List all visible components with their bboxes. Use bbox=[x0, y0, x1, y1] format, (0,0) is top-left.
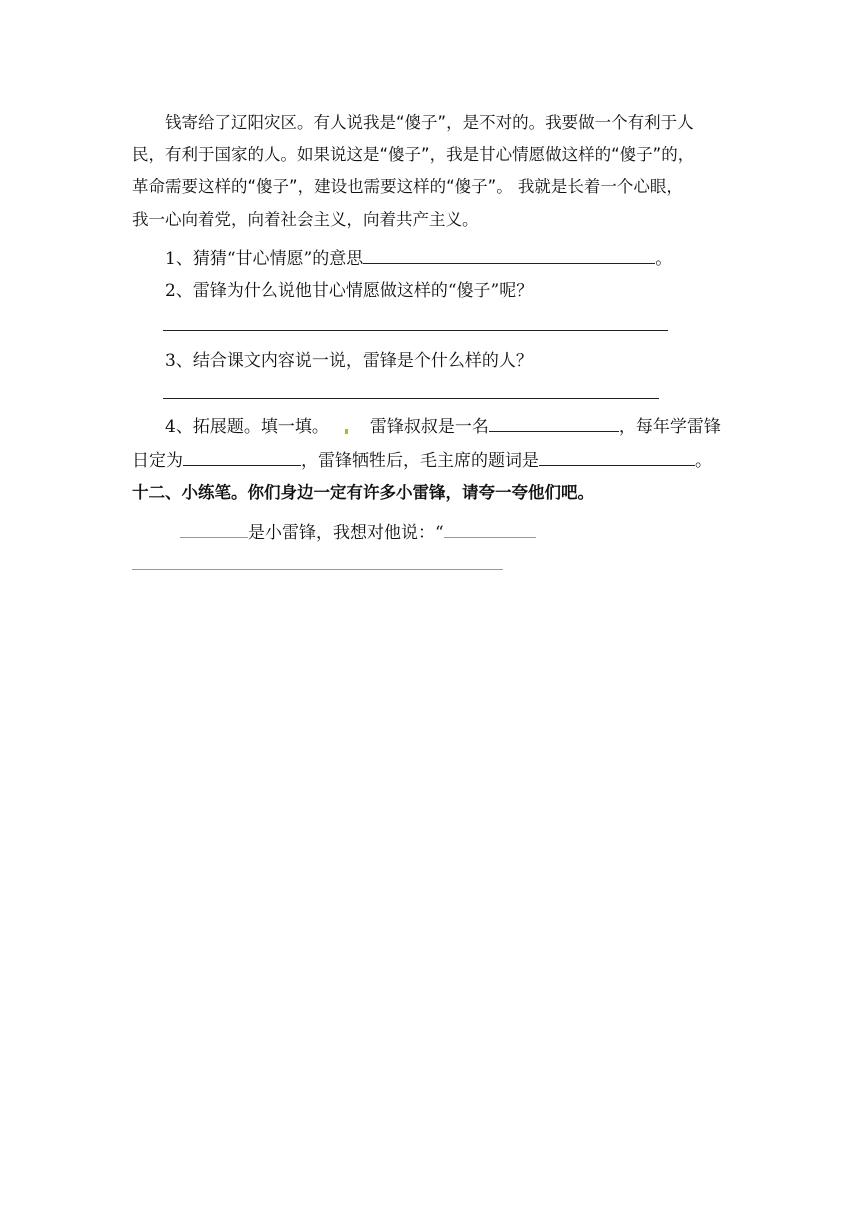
question-4-blank-1[interactable] bbox=[489, 414, 619, 432]
question-4-line-2-suffix: 。 bbox=[695, 451, 712, 471]
question-4-line-2-prefix: 日定为 bbox=[132, 451, 183, 471]
section-12-prompt-text: 是小雷锋，我想对他说：“ bbox=[248, 523, 444, 543]
question-3-answer-line[interactable] bbox=[163, 398, 659, 399]
section-12-heading: 十二、小练笔。你们身边一定有许多小雷锋，请夸一夸他们吧。 bbox=[132, 483, 594, 502]
section-12-answer-line[interactable] bbox=[132, 569, 503, 570]
question-3: 3、结合课文内容说一说，雷锋是个什么样的人？ bbox=[165, 351, 533, 371]
stray-dot-mark bbox=[345, 429, 348, 434]
section-12-answer-blank[interactable] bbox=[444, 521, 536, 538]
question-2: 2、雷锋为什么说他甘心情愿做这样的“傻子”呢？ bbox=[165, 281, 534, 301]
question-1-answer-blank[interactable] bbox=[363, 246, 655, 264]
passage-line-1: 钱寄给了辽阳灾区。有人说我是“傻子”，是不对的。我要做一个有利于人 bbox=[165, 113, 694, 132]
passage-line-2: 民，有利于国家的人。如果说这是“傻子”，我是甘心情愿做这样的“傻子”的， bbox=[132, 145, 695, 164]
question-2-answer-line[interactable] bbox=[163, 330, 668, 331]
question-1 bbox=[165, 246, 672, 270]
passage-line-4: 我一心向着党，向着社会主义，向着共产主义。 bbox=[132, 210, 479, 229]
question-4-line-2-mid: ，雷锋牺牲后，毛主席的题词是 bbox=[301, 451, 539, 471]
question-1-suffix: 。 bbox=[655, 249, 673, 269]
question-4-blank-3[interactable] bbox=[539, 448, 695, 466]
question-4-blank-2[interactable] bbox=[183, 448, 301, 466]
question-4-line-1 bbox=[165, 414, 721, 438]
question-4-mid-2: ，每年学雷锋 bbox=[618, 417, 721, 437]
section-12-prompt bbox=[180, 521, 536, 544]
question-1-text: 1、猜猜“甘心情愿”的意思 bbox=[165, 249, 364, 269]
question-4-text: 4、拓展题。填一填。 bbox=[165, 417, 329, 437]
question-4-line-2 bbox=[132, 448, 712, 472]
section-12-name-blank[interactable] bbox=[180, 521, 248, 538]
question-4-mid-1: 雷锋叔叔是一名 bbox=[369, 417, 489, 437]
passage-line-3: 革命需要这样的“傻子”，建设也需要这样的“傻子”。 我就是长着一个心眼， bbox=[132, 177, 683, 196]
